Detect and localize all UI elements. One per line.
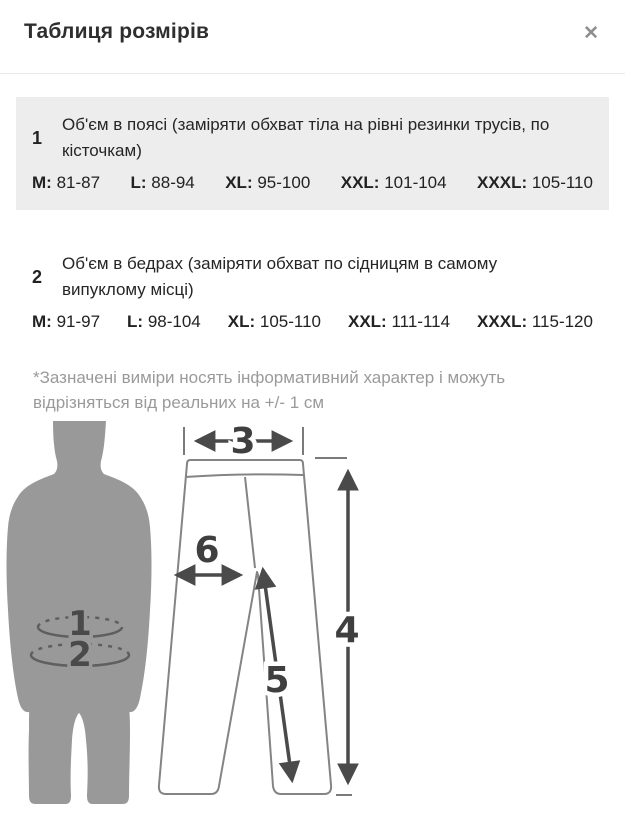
waist-width-label: 3	[230, 421, 256, 462]
size-label: XXXL:	[477, 312, 528, 331]
size-item	[127, 312, 201, 332]
row-number: 1	[32, 127, 43, 148]
row-description: Об'єм в поясі (заміряти обхват тіла на рівні резинки трусів, по кісточкам)	[62, 115, 550, 160]
sizes-line	[32, 312, 593, 332]
size-value: 105-110	[259, 312, 321, 331]
row-number: 2	[32, 266, 43, 287]
size-value: 81-87	[56, 173, 101, 192]
size-value: 105-110	[531, 173, 593, 192]
size-label: L:	[127, 312, 144, 331]
length-label: 4	[334, 610, 360, 651]
size-item	[32, 312, 100, 332]
measure-row-hips	[16, 236, 609, 332]
size-label: L:	[130, 173, 147, 192]
sizes-line	[32, 173, 593, 193]
size-value: 88-94	[151, 173, 195, 192]
size-label: M:	[32, 173, 52, 192]
size-label: XXXL:	[477, 173, 528, 192]
size-value: 95-100	[257, 173, 311, 192]
thigh-width-label: 6	[194, 530, 220, 571]
page-title: Таблиця розмірів	[24, 20, 210, 43]
size-item	[348, 312, 450, 332]
size-value: 91-97	[56, 312, 101, 331]
size-label: M:	[32, 312, 52, 331]
disclaimer-note: *Зазначені виміри носять інформативний характер і можуть відрізняться від реальних на +/- 1 см	[33, 368, 506, 412]
size-label: XXL:	[347, 312, 387, 331]
size-value: 101-104	[384, 173, 447, 192]
size-item	[341, 173, 447, 193]
close-icon[interactable]: ✕	[583, 23, 599, 44]
size-value: 115-120	[531, 312, 593, 331]
hips-circumference-label: 2	[68, 635, 92, 675]
size-value: 111-114	[391, 312, 451, 331]
size-item	[225, 173, 310, 193]
size-diagram	[0, 415, 625, 825]
pants-outline	[159, 460, 331, 794]
size-item	[131, 173, 195, 193]
size-label: XL:	[225, 173, 253, 192]
size-item	[477, 173, 593, 193]
size-diagram-svg	[0, 415, 625, 820]
row-description: Об'єм в бедрах (заміряти обхват по сідницям в самому випуклому місці)	[62, 254, 498, 299]
size-item	[32, 173, 100, 193]
inseam-label: 5	[264, 660, 290, 701]
waist-circumference-label: 1	[68, 604, 92, 644]
modal-header	[0, 0, 625, 74]
size-item	[228, 312, 321, 332]
size-value: 98-104	[147, 312, 201, 331]
size-label: XXL:	[340, 173, 380, 192]
measure-row-waist	[16, 97, 609, 210]
size-item	[477, 312, 593, 332]
size-label: XL:	[227, 312, 256, 331]
